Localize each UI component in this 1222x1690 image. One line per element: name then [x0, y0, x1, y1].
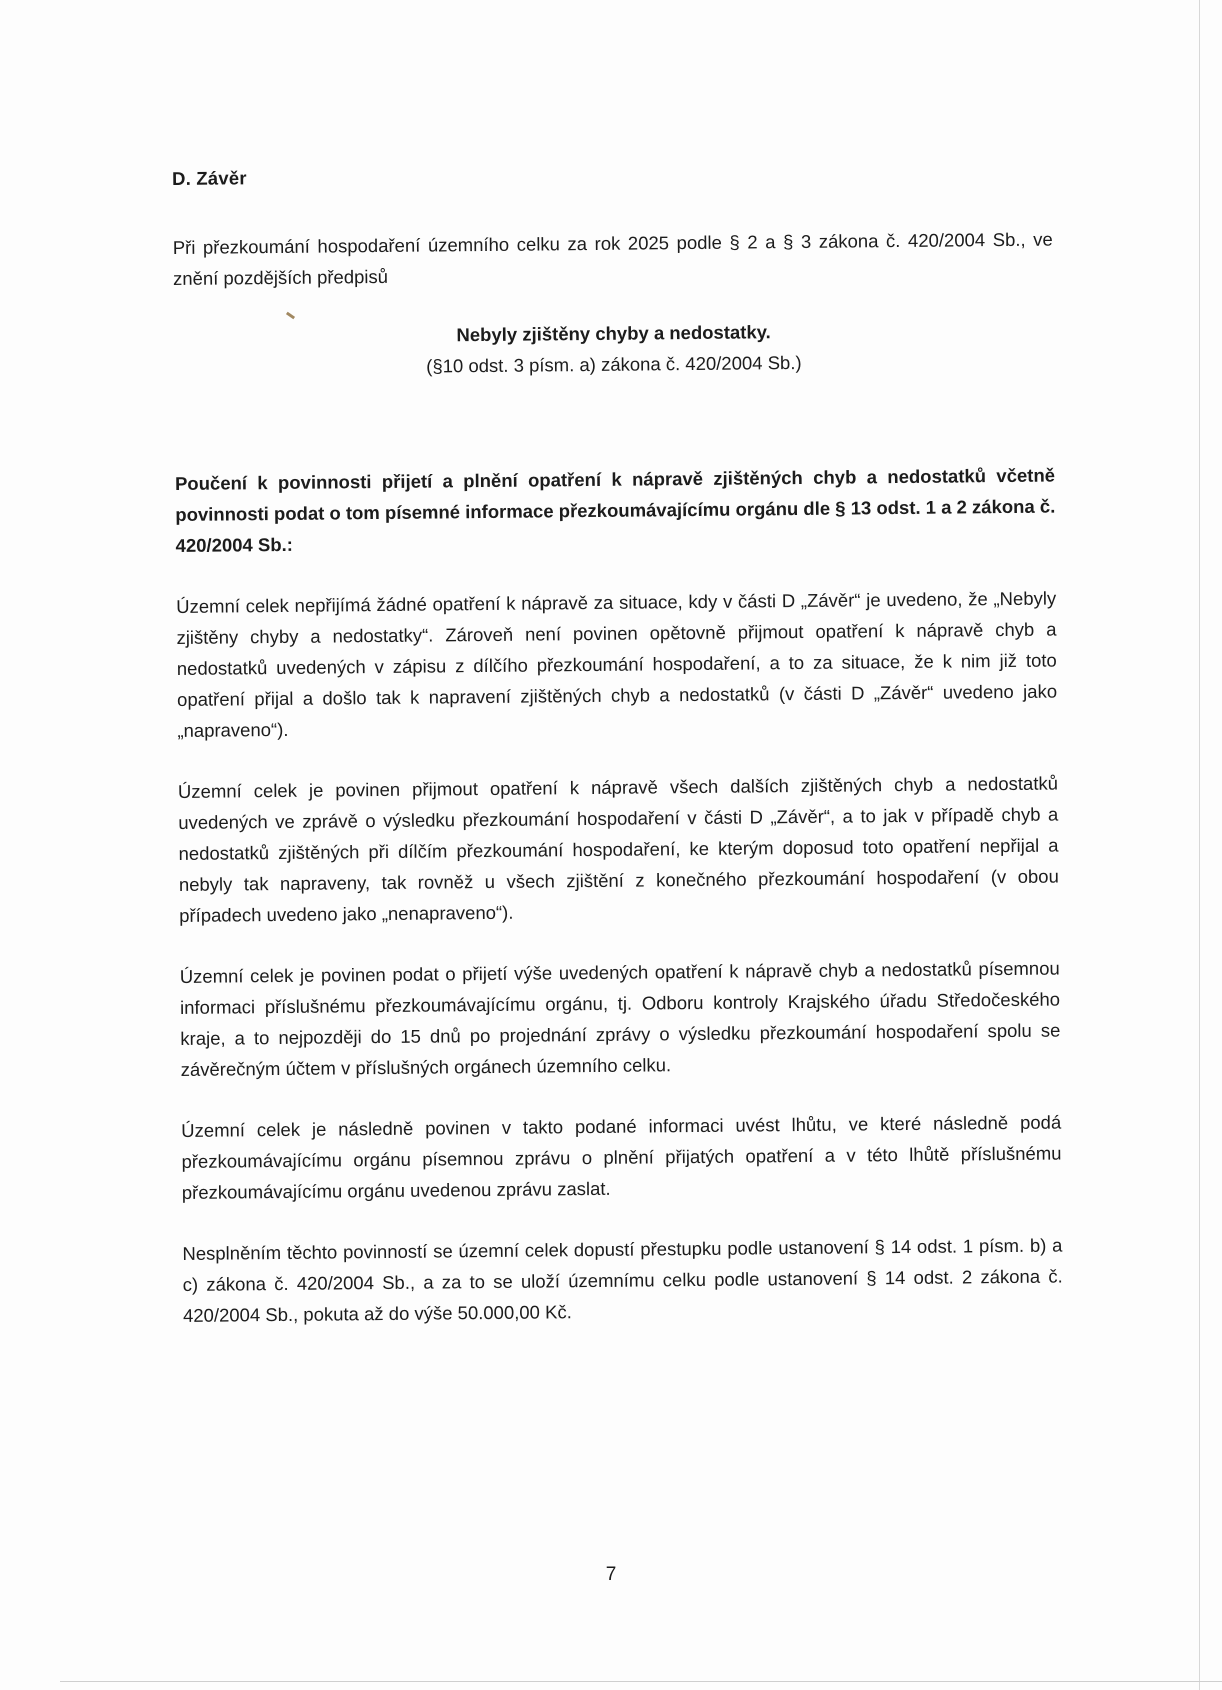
paragraph-no-action: Územní celek nepřijímá žádné opatření k nápravě za situace, kdy v části D „Závěr“ je uvedeno, že „Nebyly zjištěny chyby a nedostatky“. Zároveň není povinen opětovně přijmout opatření k nápravě chyb a nedostatků uvedených v zápisu z dílčího přezkoumání hospodaření, a to za situace, že k nim již toto opatření přijal a došlo tak k napravení zjištěných chyb a nedostatků (v části D „Závěr“ uvedeno jako „napraveno“).	[176, 587, 1058, 741]
paragraph-deadline-report: Územní celek je následně povinen v takto podané informaci uvést lhůtu, ve které následně podá přezkoumávajícímu orgánu písemnou zprávu o plnění přijatých opatření a v této lhůtě příslušnému přezkoumávajícímu orgánu uvedenou zprávu zaslat.	[181, 1111, 1062, 1203]
scan-bottom-line	[60, 1681, 1222, 1682]
paragraph-obligation-inform: Územní celek je povinen podat o přijetí výše uvedených opatření k nápravě chyb a nedostatků písemnou informaci příslušnému přezkoumávajícímu orgánu, tj. Odboru kontroly Krajského úřadu Středočeského kraje, a to nejpozději do 15 dnů po projednání zprávy o výsledku přezkoumání hospodaření spolu se závěrečným účtem v příslušných orgánech územního celku.	[179, 957, 1061, 1080]
paragraph-penalty: Nesplněním těchto povinností se územní celek dopustí přestupku podle ustanovení § 14 odst. 1 písm. b) a c) zákona č. 420/2004 Sb., a za to se uloží územnímu celku podle ustanovení § 14 odst. 2 zákona č. 420/2004 Sb., pokuta až do výše 50.000,00 Kč.	[182, 1234, 1063, 1326]
finding-citation: (§10 odst. 3 písm. a) zákona č. 420/2004 Sb.)	[426, 351, 802, 377]
instruction-heading: Poučení k povinnosti přijetí a plnění opatření k nápravě zjištěných chyb a nedostatků včetně povinnosti podat o tom písemné informace přezkoumávajícímu orgánu dle § 13 odst. 1 a 2 zákona č. 420/2004 Sb.:	[174, 464, 1056, 556]
intro-paragraph: Při přezkoumání hospodaření územního celku za rok 2025 podle § 2 a § 3 zákona č. 420/2004 Sb., ve znění pozdějších předpisů	[172, 228, 1053, 289]
document-content	[172, 160, 1063, 1361]
finding-block	[173, 314, 1054, 384]
finding-statement: Nebyly zjištěny chyby a nedostatky.	[456, 321, 771, 346]
page-number: 7	[605, 1564, 617, 1585]
section-title: D. Závěr	[172, 167, 247, 189]
paragraph-obligation-action: Územní celek je povinen přijmout opatření k nápravě všech dalších zjištěných chyb a nedostatků uvedených ve zprávě o výsledku přezkoumání hospodaření v části D „Závěr“, a to jak v případě chyb a nedostatků zjištěných při dílčím přezkoumání hospodaření, ke kterým doposud toto opatření nepřijal a nebyly tak napraveny, tak rovněž u všech zjištění z konečného přezkoumání hospodaření (v obou případech uvedeno jako „nenapraveno“).	[177, 772, 1059, 926]
scan-edge-line	[1199, 0, 1200, 1690]
